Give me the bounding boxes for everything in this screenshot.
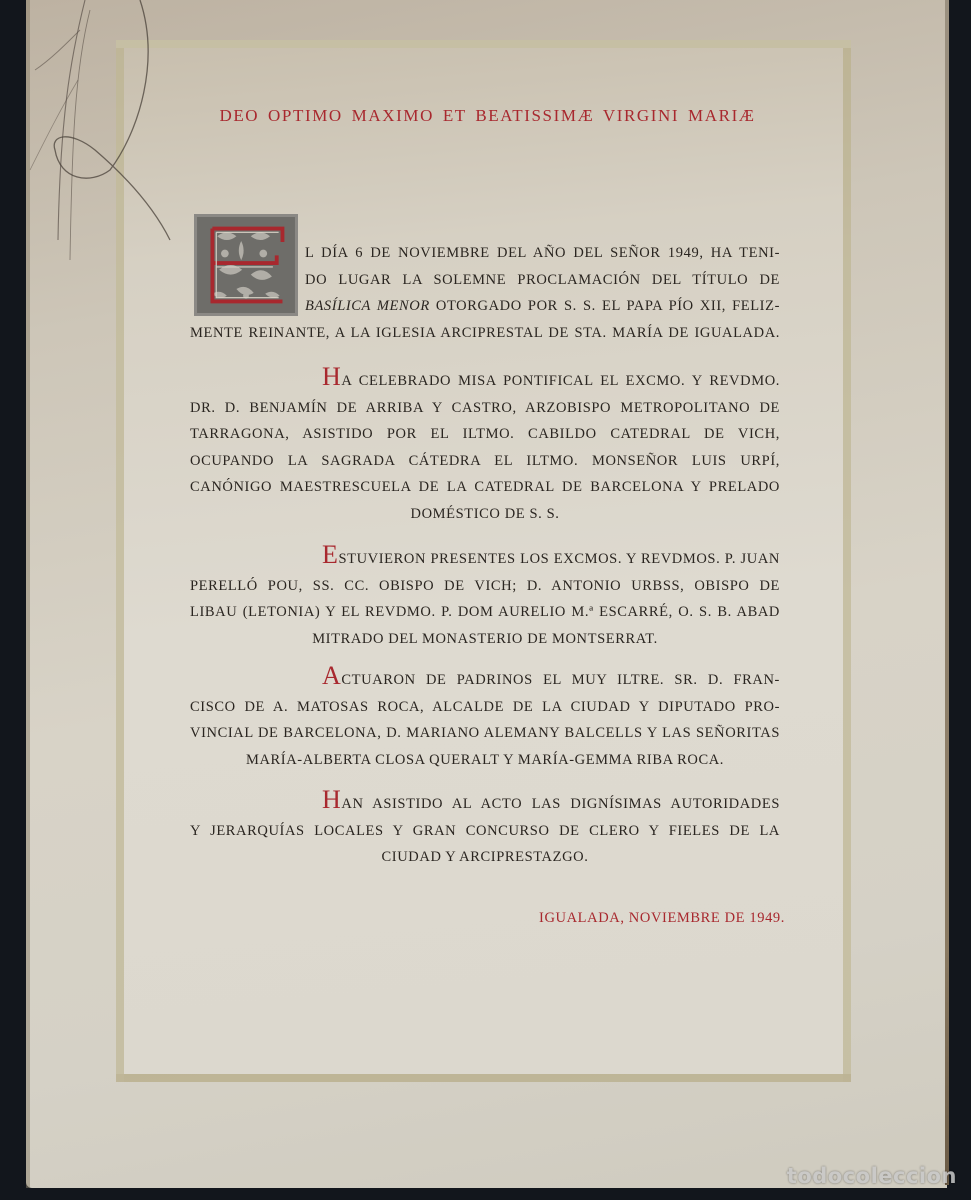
paragraph-line-first [190, 785, 780, 818]
paragraph-line: Y JERARQUÍAS LOCALES Y GRAN CONCURSO DE CLERO Y FIELES DE LA [190, 822, 780, 839]
initial-letter: A [322, 661, 342, 690]
paragraph-line: CIUDAD Y ARCIPRESTAZGO. [381, 849, 589, 865]
paragraph-line-fragment: A CELEBRADO MISA PONTIFICAL EL EXCMO. Y REVDMO. [341, 373, 780, 389]
paragraph-line: MARÍA-ALBERTA CLOSA QUERALT Y MARÍA-GEMMA RIBA ROCA. [245, 751, 725, 768]
paragraph-line: TARRAGONA, ASISTIDO POR EL ILTMO. CABILDO CATEDRAL DE VICH, [190, 426, 780, 442]
paragraph-mass [190, 362, 780, 527]
paragraph-line: OCUPANDO LA SAGRADA CÁTEDRA EL ILTMO. MONSEÑOR LUIS URPÍ, [190, 452, 780, 469]
paragraph-line: DR. D. BENJAMÍN DE ARRIBA Y CASTRO, ARZOBISPO METROPOLITANO DE [190, 399, 780, 416]
paragraph-line: L DÍA 6 DE NOVIEMBRE DEL AÑO DEL SEÑOR 1949, HA TENI- [305, 245, 780, 261]
paragraph-line-fragment: STUVIERON PRESENTES LOS EXCMOS. Y REVDMOS. P. JUAN [338, 551, 780, 567]
paragraph-line-mixed [190, 293, 780, 320]
page-right-edge [945, 0, 949, 1185]
paragraph-line-first [190, 362, 780, 395]
paragraph-line: DOMÉSTICO DE S. S. [410, 505, 560, 522]
paragraph-line: PERELLÓ POU, SS. CC. OBISPO DE VICH; D. ANTONIO URBSS, OBISPO DE [190, 577, 780, 594]
paragraph-line: CANÓNIGO MAESTRESCUELA DE LA CATEDRAL DE BARCELONA Y PRELADO [190, 479, 780, 495]
paragraph-line: VINCIAL DE BARCELONA, D. MARIANO ALEMANY BALCELLS Y LAS SEÑORITAS [190, 725, 780, 741]
place-date-signature: IGUALADA, NOVIEMBRE DE 1949. [539, 910, 785, 926]
paragraph-line: DO LUGAR LA SOLEMNE PROCLAMACIÓN DEL TÍTULO DE [305, 271, 780, 288]
paragraph-proclamation [190, 240, 780, 346]
paragraph-line: CISCO DE A. MATOSAS ROCA, ALCALDE DE LA CIUDAD Y DIPUTADO PRO- [190, 698, 780, 715]
paragraph-line: MITRADO DEL MONASTERIO DE MONTSERRAT. [312, 630, 658, 647]
paragraph-line-first [190, 661, 780, 694]
paragraph-attendees [190, 540, 780, 652]
initial-letter: H [322, 362, 342, 391]
page-left-edge [26, 0, 30, 1188]
paragraph-line-first [190, 540, 780, 573]
watermark-logo: todocoleccion [786, 1164, 957, 1188]
initial-letter: H [322, 785, 342, 814]
paragraph-line-fragment: OTORGADO POR S. S. EL PAPA PÍO XII, FELIZ- [435, 298, 780, 314]
initial-letter: E [322, 540, 339, 569]
italic-title-basilica-menor: BASÍLICA MENOR [305, 298, 430, 314]
dedication-heading: DEO OPTIMO MAXIMO ET BEATISSIMÆ VIRGINI MARIÆ [219, 106, 756, 125]
paragraph-line-fragment: CTUARON DE PADRINOS EL MUY ILTRE. SR. D. FRAN- [341, 672, 780, 688]
paragraph-line: MENTE REINANTE, A LA IGLESIA ARCIPRESTAL DE STA. MARÍA DE IGUALADA. [190, 324, 780, 341]
paragraph-godparents [190, 661, 780, 773]
background-surface [0, 1188, 971, 1200]
paragraph-line: LIBAU (LETONIA) Y EL REVDMO. P. DOM AURELIO M.ª ESCARRÉ, O. S. B. ABAD [190, 604, 780, 620]
paragraph-line-fragment: AN ASISTIDO AL ACTO LAS DIGNÍSIMAS AUTORIDADES [341, 796, 780, 812]
paragraph-authorities [190, 785, 780, 871]
